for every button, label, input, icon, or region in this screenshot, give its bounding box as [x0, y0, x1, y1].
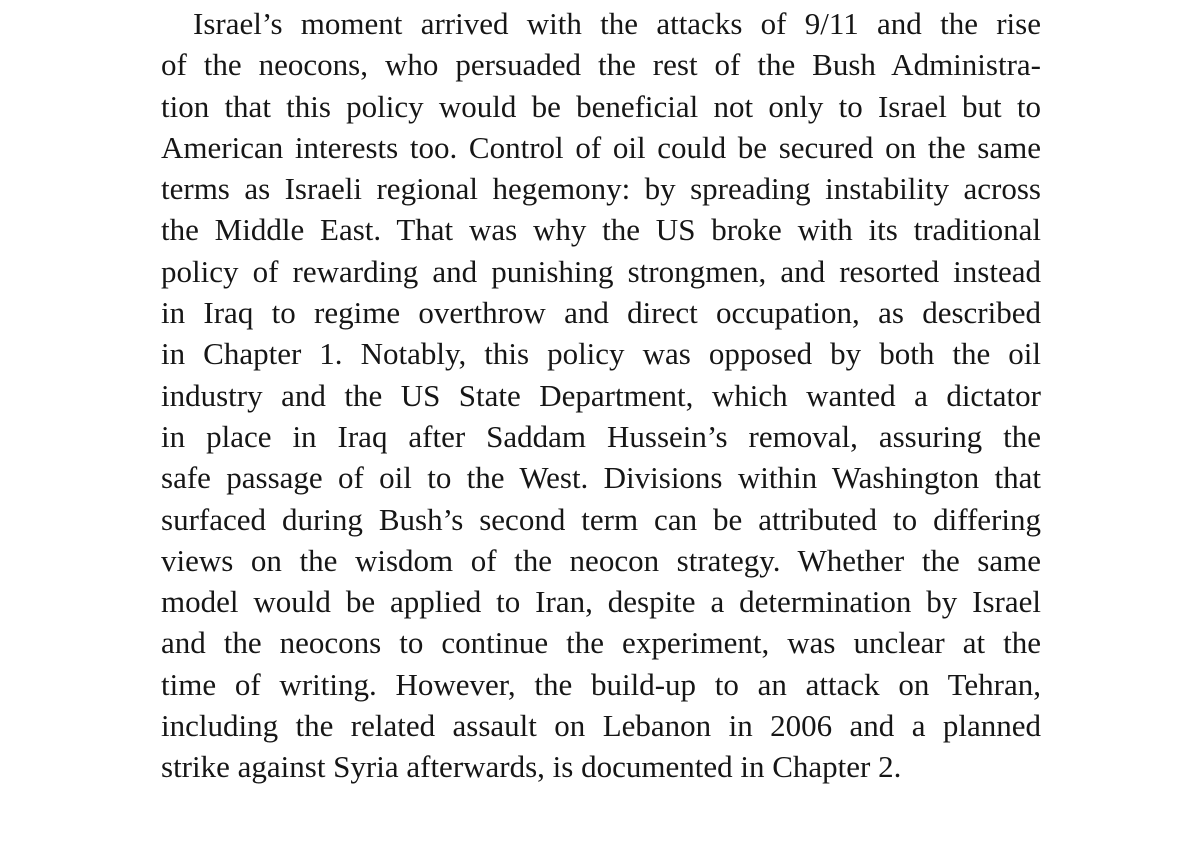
- paragraph-line: tion that this policy would be beneficial not only to Israel but to: [161, 88, 1041, 124]
- paragraph-line: industry and the US State Department, which wanted a dictator: [161, 377, 1041, 413]
- paragraph-line: and the neocons to continue the experiment, was unclear at the: [161, 625, 1041, 661]
- paragraph-line: Israel’s moment arrived with the attacks of 9/11 and the rise: [193, 6, 1041, 41]
- paragraph-line-last: strike against Syria afterwards, is documented in Chapter 2.: [161, 749, 902, 785]
- paragraph-line: the Middle East. That was why the US broke with its traditional: [161, 212, 1041, 248]
- paragraph-line: model would be applied to Iran, despite a determination by Israel: [161, 584, 1041, 620]
- paragraph-line: terms as Israeli regional hegemony: by spreading instability across: [161, 171, 1041, 207]
- paragraph-line: including the related assault on Lebanon in 2006 and a planned: [161, 708, 1041, 744]
- paragraph-line: policy of rewarding and punishing strongmen, and resorted instead: [161, 253, 1041, 289]
- paragraph-line: views on the wisdom of the neocon strategy. Whether the same: [161, 542, 1041, 578]
- paragraph-line: time of writing. However, the build-up to an attack on Tehran,: [161, 666, 1041, 702]
- paragraph-line: in Iraq to regime overthrow and direct occupation, as described: [161, 295, 1041, 331]
- paragraph-line: surfaced during Bush’s second term can be attributed to differing: [161, 501, 1041, 537]
- paragraph-line: safe passage of oil to the West. Divisions within Washington that: [161, 460, 1041, 496]
- body-paragraph: [161, 3, 1041, 788]
- paragraph-line: of the neocons, who persuaded the rest of the Bush Administra-: [161, 47, 1041, 83]
- paragraph-line: in place in Iraq after Saddam Hussein’s removal, assuring the: [161, 418, 1041, 454]
- paragraph-line: American interests too. Control of oil could be secured on the same: [161, 129, 1041, 165]
- paragraph-line: in Chapter 1. Notably, this policy was opposed by both the oil: [161, 336, 1041, 372]
